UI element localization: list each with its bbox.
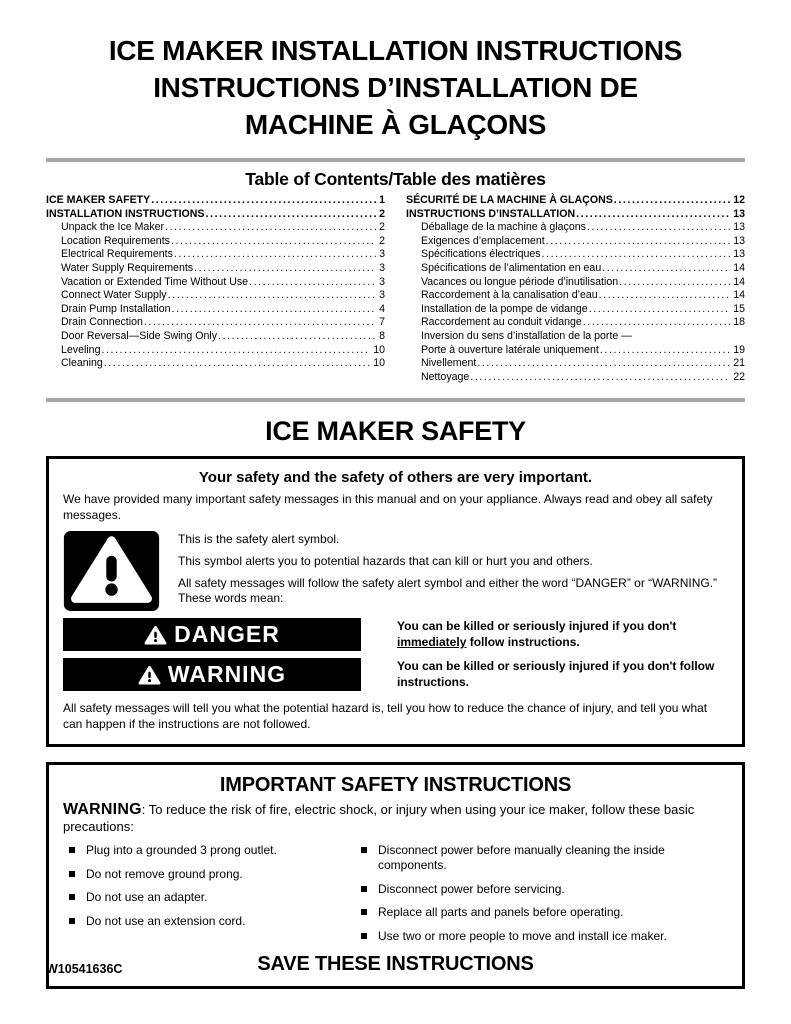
toc-dot-leader: [174, 248, 376, 262]
toc-entry: [46, 221, 385, 235]
warning-description: [397, 659, 728, 690]
precaution-text: Do not use an extension cord.: [86, 913, 246, 928]
toc-entry-page-number: 13: [733, 234, 745, 247]
toc-entry-label: Nettoyage: [421, 370, 470, 383]
safety-alert-triangle-icon: [63, 531, 160, 611]
toc-entry-label: Installation de la pompe de vidange: [421, 302, 588, 315]
toc-entry-page-number: 21: [733, 357, 745, 370]
toc-entry: [46, 330, 385, 344]
toc-entry: [46, 276, 385, 290]
toc-entry: [406, 248, 745, 262]
precaution-item: [361, 905, 728, 920]
toc-entry-page-number: 1: [379, 194, 385, 206]
toc-entry-label: Spécifications électriques: [421, 248, 541, 261]
toc-dot-leader: [249, 276, 376, 290]
toc-entry-page-number: 14: [733, 289, 745, 302]
toc-entry: [406, 276, 745, 290]
toc-dot-leader: [171, 235, 376, 249]
safety-closing-text: All safety messages will tell you what the potential hazard is, tell you how to reduce the chance of injury, and tell you what can happen if the instructions are not followed.: [63, 701, 708, 731]
precaution-item: [361, 882, 728, 897]
warning-label: WARNING: [167, 661, 287, 688]
toc-entry-page-number: 7: [379, 316, 385, 329]
warning-banner: [63, 658, 361, 691]
precaution-item: [361, 843, 728, 873]
toc-entry-page-number: 13: [733, 207, 745, 220]
toc-dot-leader: [151, 194, 376, 208]
toc-dot-leader: [470, 371, 730, 385]
toc-entry-label: Spécifications de l’alimentation en eau: [421, 261, 602, 274]
square-bullet-icon: [69, 918, 75, 924]
toc-entry-label: Unpack the Ice Maker: [61, 221, 165, 234]
toc-entry: [46, 262, 385, 276]
precaution-text: Replace all parts and panels before operating.: [378, 905, 624, 920]
toc-entry: [46, 289, 385, 303]
precaution-text: Do not remove ground prong.: [86, 866, 243, 881]
danger-row: [63, 618, 728, 651]
toc-entry: [406, 208, 745, 222]
toc-entry-label: Porte à ouverture latérale uniquement: [421, 343, 599, 356]
precautions-list-right: [361, 843, 728, 952]
toc-entry: [406, 371, 745, 385]
toc-entry: [46, 344, 385, 358]
precaution-text: Do not use an adapter.: [86, 890, 208, 905]
toc-entry-page-number: 10: [373, 357, 385, 370]
alert-line-3: All safety messages will follow the safety alert symbol and either the word “DANGER” or “WARNING.” These words mean:: [178, 576, 718, 606]
toc-dot-leader: [587, 221, 730, 235]
toc-entry-page-number: 3: [379, 248, 385, 261]
danger-desc-underlined: immediately: [397, 634, 467, 649]
toc-dot-leader: [589, 303, 731, 317]
warning-lead-paragraph: [63, 801, 728, 835]
toc-entry-label: Drain Connection: [61, 316, 143, 329]
toc-entry-label: Raccordement au conduit vidange: [421, 316, 582, 329]
toc-entry: [46, 194, 385, 208]
toc-dot-leader: [546, 235, 731, 249]
toc-entry-page-number: 2: [379, 234, 385, 247]
toc-heading: Table of Contents/Table des matières: [245, 169, 546, 189]
danger-desc-tail: follow instructions.: [466, 634, 580, 649]
warning-triangle-icon: [144, 625, 167, 645]
toc-dot-leader: [206, 208, 377, 222]
toc-dot-leader: [168, 289, 376, 303]
toc-dot-leader: [614, 194, 730, 208]
danger-banner: [63, 618, 361, 651]
toc-dot-leader: [477, 357, 730, 371]
toc-dot-leader: [600, 344, 730, 358]
toc-dot-leader: [165, 221, 376, 235]
toc-entry-label: Déballage de la machine à glaçons: [421, 221, 586, 234]
toc-entry: [46, 316, 385, 330]
warning-lead-text: : To reduce the risk of fire, electric shock, or injury when using your ice maker, follow these basic precautions:: [63, 802, 695, 835]
toc-entry: [406, 235, 745, 249]
precaution-item: [69, 890, 361, 905]
alert-line-1: This is the safety alert symbol.: [178, 532, 340, 547]
toc-entry-page-number: 2: [379, 221, 385, 234]
alert-line-2: This symbol alerts you to potential hazards that can kill or hurt you and others.: [178, 554, 593, 569]
important-instructions-heading: IMPORTANT SAFETY INSTRUCTIONS: [219, 774, 572, 797]
safety-section-heading: ICE MAKER SAFETY: [265, 416, 526, 447]
toc-entry: [46, 303, 385, 317]
toc-entry-label: INSTRUCTIONS D’INSTALLATION: [406, 207, 576, 220]
danger-desc-text: You can be killed or seriously injured if you don't: [397, 619, 677, 634]
warning-row: [63, 658, 728, 691]
horizontal-rule-middle: [46, 398, 745, 402]
horizontal-rule-top: [46, 158, 745, 162]
toc-dot-leader: [619, 276, 730, 290]
toc-entry-page-number: 3: [379, 261, 385, 274]
precaution-item: [69, 843, 361, 858]
toc-dot-leader: [583, 316, 730, 330]
square-bullet-icon: [361, 909, 367, 915]
toc-entry: [406, 289, 745, 303]
toc-dot-leader: [576, 208, 730, 222]
toc-entry-page-number: 18: [733, 316, 745, 329]
table-of-contents: [46, 194, 745, 384]
document-title: [46, 32, 745, 143]
toc-entry-label: SÉCURITÉ DE LA MACHINE À GLAÇONS: [406, 194, 613, 206]
toc-entry-wrapped-line: Inversion du sens d’installation de la porte —: [421, 329, 632, 342]
document-title-line-3: MACHINE À GLAÇONS: [244, 109, 547, 140]
toc-dot-leader: [101, 344, 370, 358]
safety-message-box: [46, 456, 745, 747]
square-bullet-icon: [69, 894, 75, 900]
toc-entry-label: Cleaning: [61, 357, 103, 370]
square-bullet-icon: [361, 847, 367, 853]
precaution-item: [69, 914, 361, 929]
toc-dot-leader: [144, 316, 376, 330]
toc-entry-page-number: 14: [733, 261, 745, 274]
precaution-item: [69, 867, 361, 882]
precaution-text: Use two or more people to move and install ice maker.: [378, 928, 667, 943]
toc-entry-page-number: 22: [733, 370, 745, 383]
toc-entry-label: Electrical Requirements: [61, 248, 173, 261]
toc-dot-leader: [599, 289, 731, 303]
toc-entry: [406, 357, 745, 371]
toc-entry: [406, 221, 745, 235]
square-bullet-icon: [361, 933, 367, 939]
precaution-text: Plug into a grounded 3 prong outlet.: [86, 843, 277, 858]
toc-dot-leader: [194, 262, 376, 276]
toc-column-english: [46, 194, 385, 384]
toc-dot-leader: [172, 303, 377, 317]
toc-entry-label: Nivellement: [421, 357, 477, 370]
precaution-text: Disconnect power before servicing.: [378, 881, 565, 896]
toc-entry: [406, 303, 745, 317]
important-safety-instructions-box: [46, 762, 745, 989]
toc-entry-page-number: 10: [373, 343, 385, 356]
toc-entry: [46, 248, 385, 262]
toc-entry-label: Vacation or Extended Time Without Use: [61, 275, 249, 288]
toc-entry-label: Vacances ou longue période d’inutilisation: [421, 275, 619, 288]
toc-entry: [46, 208, 385, 222]
warning-triangle-icon: [138, 665, 161, 685]
toc-entry-label: Exigences d’emplacement: [421, 234, 545, 247]
square-bullet-icon: [361, 886, 367, 892]
toc-entry: [406, 262, 745, 276]
safety-alert-text: [178, 531, 728, 611]
toc-entry-label: INSTALLATION INSTRUCTIONS: [46, 207, 205, 220]
toc-entry-label: Connect Water Supply: [61, 289, 167, 302]
toc-dot-leader: [104, 357, 370, 371]
precaution-item: [361, 929, 728, 944]
toc-entry-page-number: 3: [379, 289, 385, 302]
toc-entry-page-number: 3: [379, 275, 385, 288]
toc-dot-leader: [542, 248, 731, 262]
precautions-columns: [63, 843, 728, 952]
toc-entry-page-number: 12: [733, 194, 745, 206]
toc-entry: [406, 344, 745, 358]
document-title-line-2: INSTRUCTIONS D’INSTALLATION DE: [153, 72, 638, 103]
safety-intro-text: We have provided many important safety messages in this manual and on your appliance. Always read and obey all safety messages.: [63, 492, 713, 522]
danger-label: DANGER: [174, 621, 280, 648]
danger-description: [397, 619, 728, 650]
toc-entry: [46, 235, 385, 249]
toc-entry-page-number: 19: [733, 343, 745, 356]
document-title-line-1: ICE MAKER INSTALLATION INSTRUCTIONS: [108, 35, 683, 66]
toc-entry-label: Drain Pump Installation: [61, 302, 171, 315]
square-bullet-icon: [69, 847, 75, 853]
toc-entry-page-number: 8: [379, 329, 385, 342]
toc-entry-label: Location Requirements: [61, 234, 170, 247]
toc-entry-label: Raccordement à la canalisation d’eau: [421, 289, 598, 302]
document-part-number: W10541636C: [46, 962, 123, 976]
warning-desc-text: You can be killed or seriously injured if you don't follow instructions.: [397, 659, 715, 689]
toc-entry: [46, 357, 385, 371]
toc-entry-page-number: 4: [379, 302, 385, 315]
toc-dot-leader: [218, 330, 376, 344]
toc-entry: [406, 316, 745, 330]
warning-word: WARNING: [63, 801, 142, 819]
toc-dot-leader: [602, 262, 730, 276]
toc-entry-label: Leveling: [61, 343, 101, 356]
toc-entry: [406, 194, 745, 208]
toc-entry-label: Door Reversal—Side Swing Only: [61, 329, 218, 342]
precaution-text: Disconnect power before manually cleaning the inside components.: [378, 843, 665, 873]
toc-entry-label: Water Supply Requirements: [61, 261, 194, 274]
square-bullet-icon: [69, 871, 75, 877]
toc-entry-page-number: 2: [379, 207, 385, 220]
save-instructions-line: SAVE THESE INSTRUCTIONS: [257, 953, 534, 976]
toc-entry-page-number: 13: [733, 248, 745, 261]
toc-entry-page-number: 15: [733, 302, 745, 315]
safety-importance-heading: Your safety and the safety of others are very important.: [198, 469, 593, 487]
toc-entry-page-number: 13: [733, 221, 745, 234]
toc-column-french: [406, 194, 745, 384]
safety-alert-row: [63, 531, 728, 611]
toc-entry-page-number: 14: [733, 275, 745, 288]
toc-entry-label: ICE MAKER SAFETY: [46, 194, 151, 206]
precautions-list-left: [69, 843, 361, 952]
